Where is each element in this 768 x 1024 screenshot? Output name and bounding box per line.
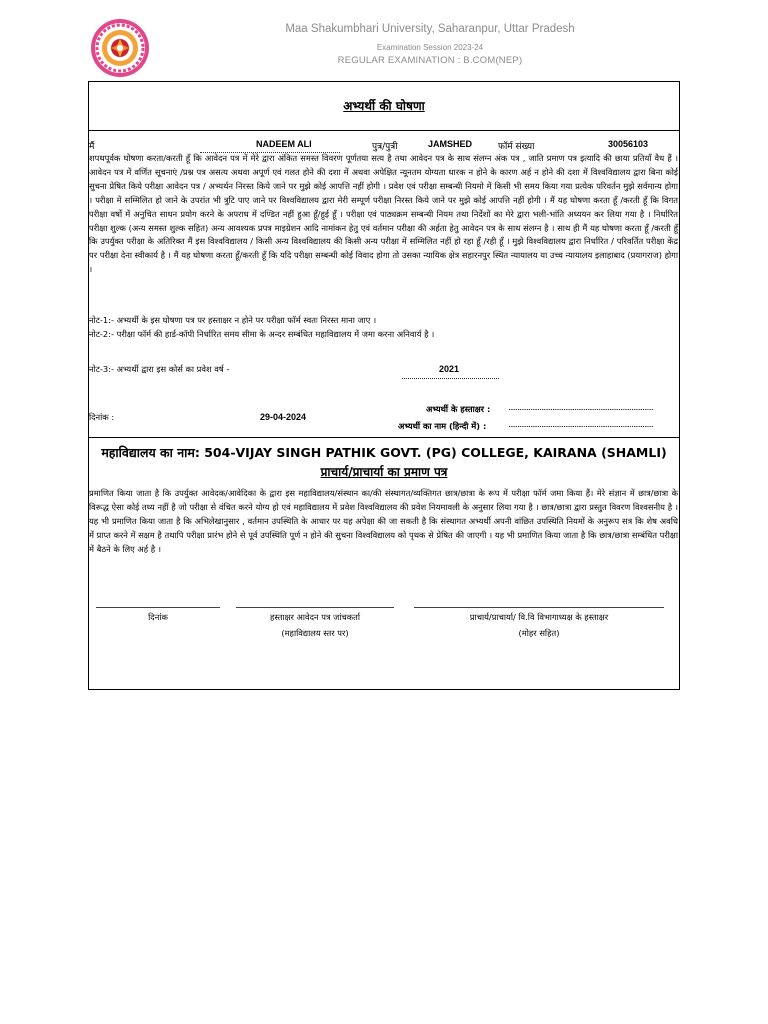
declaration-body: शपथपूर्वक घोषणा करता/करती हूँ कि आवेदन पत्र में मेरे द्वारा अंकित समस्त विवरण पूर्णतया सत्य है तथा आवेदन पत्र के साथ संलग्न अंक पत्र , जाति प्रमाण पत्र इत्यादि की छाया प्रतियाँ वैध हैं । आवेदन पत्र में वर्णित सूचनाएं /प्रश्न पत्र असत्य अथवा अपूर्ण एवं गलत होने की दशा में अथवा अपेक्षित न्यूनतम योग्यता धारक न होने के कारण अर्ह न होने की दशा में विश्वविद्यालय द्वारा बिना कोई सुचना प्रेषित किये परीक्षा आवेदन पत्र / अभ्यर्थन निरस्त किये जाने पर मुझे कोई आपत्ति नहीं होगी । प्रवेश एवं परीक्षा सम्बन्धी नियमो में किसी भी समय किया गया प्रत्येक परिवर्तन मुझे सर्वमान्य होगा । परीक्षा में सम्मिलित हो जाने के उपरांत भी त्रुटि पाए जाने पर विश्वविद्यालय द्वारा मेरी सम्पूर्ण परीक्षा निरस्त किये जाने पर मुझे कोई आपत्ति नहीं होगी । मैं यह घोषणा करता हूँ /करती हूँ कि विगत परीक्षा वर्षो में अनुचित साधन प्रयोग करने के अपराध में दण्डित नहीं हुआ हूँ/हुई हूँ । परीक्षा एवं पाठ्यक्रम सम्बन्धी नियम तथा निर्देशों का मेरे द्वारा भली-भांति अध्ययन कर लिया गया है । निर्धारित परीक्षा शुल्क (अन्य समस्त शुल्क सहित) अन्य आवश्यक प्रपत्र माइग्रेशन आदि नामांकन हेतु एवं वर्तमान परीक्षा की अर्हता हेतु आवेदन पत्र के साथ संलग्न है । साथ ही मैं यह घोषणा करता हूँ /करती हूँ कि उपर्युक्त परीक्षा के अतिरिक्त मैं इस विश्वविद्यालय / किसी अन्य विश्वविद्यालय की किसी अन्य परीक्षा में सम्मिलित नहीं हो रहा हूँ /रही हूँ । मुझे विश्वविद्यालय द्वारा निर्धारित / परिवर्तित परीक्षा केंद्र पर परीक्षा देना स्वीकार्य है । मैं यह घोषणा करता हूँ/करती हूँ कि यदि परीक्षा सम्बन्धी कोई विवाद होगा तो उसका न्यायिक क्षेत्र सहारनपुर स्थित न्यायालय या उच्च न्यायालय इलाहाबाद (प्रयागराज) होगा । bbox=[89, 153, 679, 275]
sig-verifier-sublabel: (महाविद्यालय स्तर पर) bbox=[281, 628, 349, 638]
name-hindi-dots: ............................................................................... bbox=[508, 419, 654, 429]
divider bbox=[88, 437, 680, 438]
relation-label: पुत्र/पुत्री bbox=[372, 142, 398, 152]
principal-certificate-title: प्राचार्य/प्राचार्या का प्रमाण पत्र bbox=[320, 465, 448, 479]
note-1: नोट-1:- अभ्यर्थी के इस घोषणा पत्र पर हस्ताक्षर न होने पर परीक्षा फॉर्म स्वतः निरस्त माना जाए । bbox=[89, 315, 377, 325]
name-hindi-label: अभ्यर्थी का नाम (हिन्दी में) : bbox=[398, 421, 487, 431]
page-header bbox=[0, 0, 768, 80]
year-dotted-line bbox=[402, 378, 499, 379]
note-3-label: नोट-3:- अभ्यर्थी द्वारा इस कोर्स का प्रवेश वर्ष - bbox=[89, 364, 230, 374]
form-number: 30056103 bbox=[608, 139, 649, 149]
sig-principal-sublabel: (मोहर सहित) bbox=[518, 628, 560, 638]
me-label: मैं bbox=[89, 142, 95, 152]
signature-line-date bbox=[96, 607, 220, 608]
sig-verifier-label: हस्ताक्षर आवेदन पत्र जांचकर्ता bbox=[270, 612, 360, 622]
signature-dots: ............................................................................... bbox=[508, 402, 654, 412]
certificate-body: प्रमाणित किया जाता है कि उपर्युक्त आवेदक/आवेदिका के द्वारा इस महाविद्यालय/संस्थान का/की संस्थागत/व्यक्तिगत छात्र/छात्रा के रूप में परीक्षा फॉर्म जमा किया हैं। मेरे संज्ञान में छात्र/छात्रा के विरूद्ध ऐसा कोई तथ्य नहीं है जो परीक्षा से वंचित करने योग्य हो एवं महाविद्यालय में प्रवेश विश्वविद्यालय की प्रवेश नियमावली के अनुसार लिया गया है । छात्र/छात्रा द्वारा प्रस्तुत विवरण विश्वसनीय है । यह भी प्रमाणित किया जाता है कि अभिलेखानुसार , वर्तमान उपस्थिति के आधार पर यह अपेक्षा की जा सकती है कि संस्थागत अभ्यर्थी अपनी वांछित उपस्थिति नियमों के अनुरूप सत्र कि शेष अवधि में प्राप्त करने में सक्षम है तथापि परीक्षा प्रारंभ होने से पूर्व उपस्थिति पूर्ण न होने की सुचना विश्वविद्यालय को पृथक से प्रेषित की जाएगी । यह भी प्रमाणित किया जाता है कि छात्र/छात्रा सम्बंधित परीक्षा में बैठने के लिए अर्ह है । bbox=[89, 488, 679, 554]
exam-type: REGULAR EXAMINATION : B.COM(NEP) bbox=[337, 55, 523, 66]
father-name: JAMSHED bbox=[428, 139, 473, 149]
sig-principal-label: प्राचार्य/प्राचार्या/ वि.वि विभागाध्यक्ष के हस्ताक्षर bbox=[469, 612, 609, 622]
signature-line-verifier bbox=[236, 607, 394, 608]
form-no-label: फॉर्म संख्या bbox=[498, 142, 535, 152]
admission-year: 2021 bbox=[439, 364, 460, 374]
date-label: दिनांक : bbox=[89, 412, 115, 422]
signature-line-principal bbox=[414, 607, 664, 608]
sig-date-label: दिनांक bbox=[148, 612, 168, 622]
note-2: नोट-2:- परीक्षा फॉर्म की हार्ड-कॉपी निर्धारित समय सीमा के अन्दर सम्बंधित महाविद्यालय में जमा करना अनिवार्य है । bbox=[89, 329, 435, 339]
exam-session: Examination Session 2023-24 bbox=[376, 43, 484, 52]
declaration-date: 29-04-2024 bbox=[260, 412, 307, 422]
university-name: Maa Shakumbhari University, Saharanpur, Uttar Pradesh bbox=[285, 23, 575, 35]
signature-label: अभ्यर्थी के हस्ताक्षर : bbox=[426, 404, 491, 414]
college-name: महाविद्यालय का नाम: 504-VIJAY SINGH PATHIK GOVT. (PG) COLLEGE, KAIRANA (SHAMLI) bbox=[101, 445, 667, 460]
divider bbox=[88, 130, 680, 131]
candidate-name: NADEEM ALI bbox=[256, 139, 312, 149]
declaration-title: अभ्यर्थी की घोषणा bbox=[343, 99, 425, 113]
